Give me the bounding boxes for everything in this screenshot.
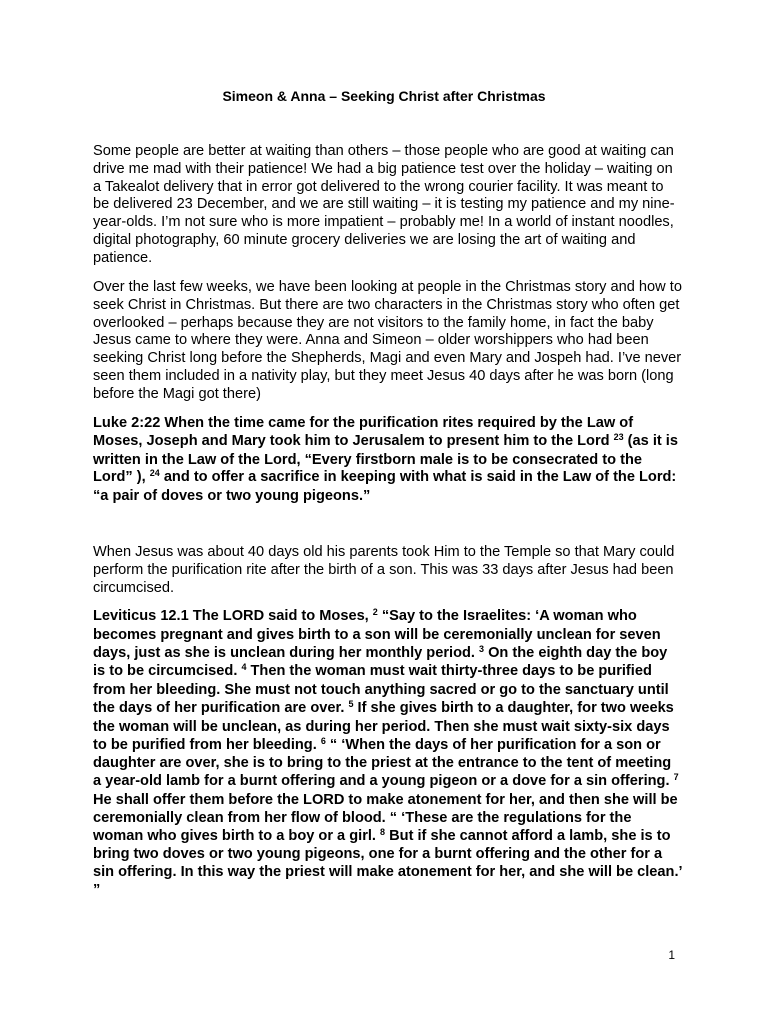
scripture-text: (as it is written in the Law of the Lord, “Every firstborn male is to be consecrated to the Lord” ), <box>93 432 678 486</box>
document-title: Simeon & Anna – Seeking Christ after Christmas <box>222 88 546 104</box>
scripture-text: and to offer a sacrifice in keeping with what is said in the Law of the Lord: “a pair of doves or two young pigeons.” <box>93 469 677 505</box>
verse-number: 23 <box>613 431 624 442</box>
scripture-text: If she gives birth to a daughter, for two weeks the woman will be unclean, as during her period. Then she must wait sixty-six days to be purified from her bleeding. <box>93 699 674 753</box>
paragraph-temple-visit: When Jesus was about 40 days old his parents took Him to the Temple so that Mary could perform the purification rite after the birth of a son. This was 33 days after Jesus had been circumcised. <box>93 544 675 596</box>
scripture-text: “ ‘When the days of her purification for a son or daughter are over, she is to bring to the priest at the entrance to the tent of meeting a year-old lamb for a burnt offering and a young pigeon or a dove for a sin offering. <box>93 736 674 790</box>
scripture-text: But if she cannot afford a lamb, she is to bring two doves or two young pigeons, one for a burnt offering and the other for a sin offering. In this way the priest will make atonement for her, and she will be clean.’ ” <box>93 827 682 898</box>
scripture-text: “Say to the Israelites: ‘A woman who becomes pregnant and gives birth to a son will be ceremonially unclean for seven days, just as she is unclean during her monthly period. <box>93 608 661 661</box>
verse-number: 3 <box>479 643 485 654</box>
scripture-text: Leviticus 12.1 The LORD said to Moses, <box>93 608 373 624</box>
scripture-text: On the eighth day the boy is to be circumcised. <box>93 644 668 680</box>
scripture-text: He shall offer them before the LORD to make atonement for her, and then she will be ceremonially clean from her flow of blood. “ ‘These are the regulations for the woman who gives birth to a boy or a girl. <box>93 791 678 844</box>
verse-number: 8 <box>380 826 386 837</box>
verse-number: 7 <box>673 772 679 783</box>
scripture-leviticus-12 <box>93 608 683 900</box>
page-number: 1 <box>668 948 675 962</box>
verse-number: 5 <box>348 698 354 709</box>
paragraph-simeon-anna-intro: Over the last few weeks, we have been looking at people in the Christmas story and how to seek Christ in Christmas. But there are two characters in the Christmas story who often get overlooked – perhaps because they are not visitors to the family home, in fact the baby Jesus came to where they were. Anna and Simeon – older worshippers who had been seeking Christ long before the Shepherds, Magi and even Mary and Jospeh had. I’ve never seen them included in a nativity play, but they meet Jesus 40 days after he was born (long before the Magi got there) <box>93 279 682 402</box>
verse-number: 4 <box>241 662 247 673</box>
verse-number: 24 <box>149 468 160 479</box>
paragraph-waiting: Some people are better at waiting than others – those people who are good at waiting can drive me mad with their patience! We had a big patience test over the holiday – waiting on a Takealot delivery that in error got delivered to the wrong courier facility. It was meant to be delivered 23 December, and we are still waiting – it is testing my patience and my nine-year-olds. I’m not sure who is more impatient – probably me! In a world of instant noodles, digital photography, 60 minute grocery deliveries we are losing the art of waiting and patience. <box>93 143 675 266</box>
verse-number: 6 <box>320 735 326 746</box>
scripture-text: Then the woman must wait thirty-three days to be purified from her bleeding. She must not touch anything sacred or go to the sanctuary until the days of her purification are over. <box>93 663 669 716</box>
scripture-luke-2-22 <box>93 415 683 506</box>
scripture-text: Luke 2:22 When the time came for the purification rites required by the Law of Moses, Joseph and Mary took him to Jerusalem to present him to the Lord <box>93 415 634 449</box>
verse-number: 2 <box>372 607 378 617</box>
